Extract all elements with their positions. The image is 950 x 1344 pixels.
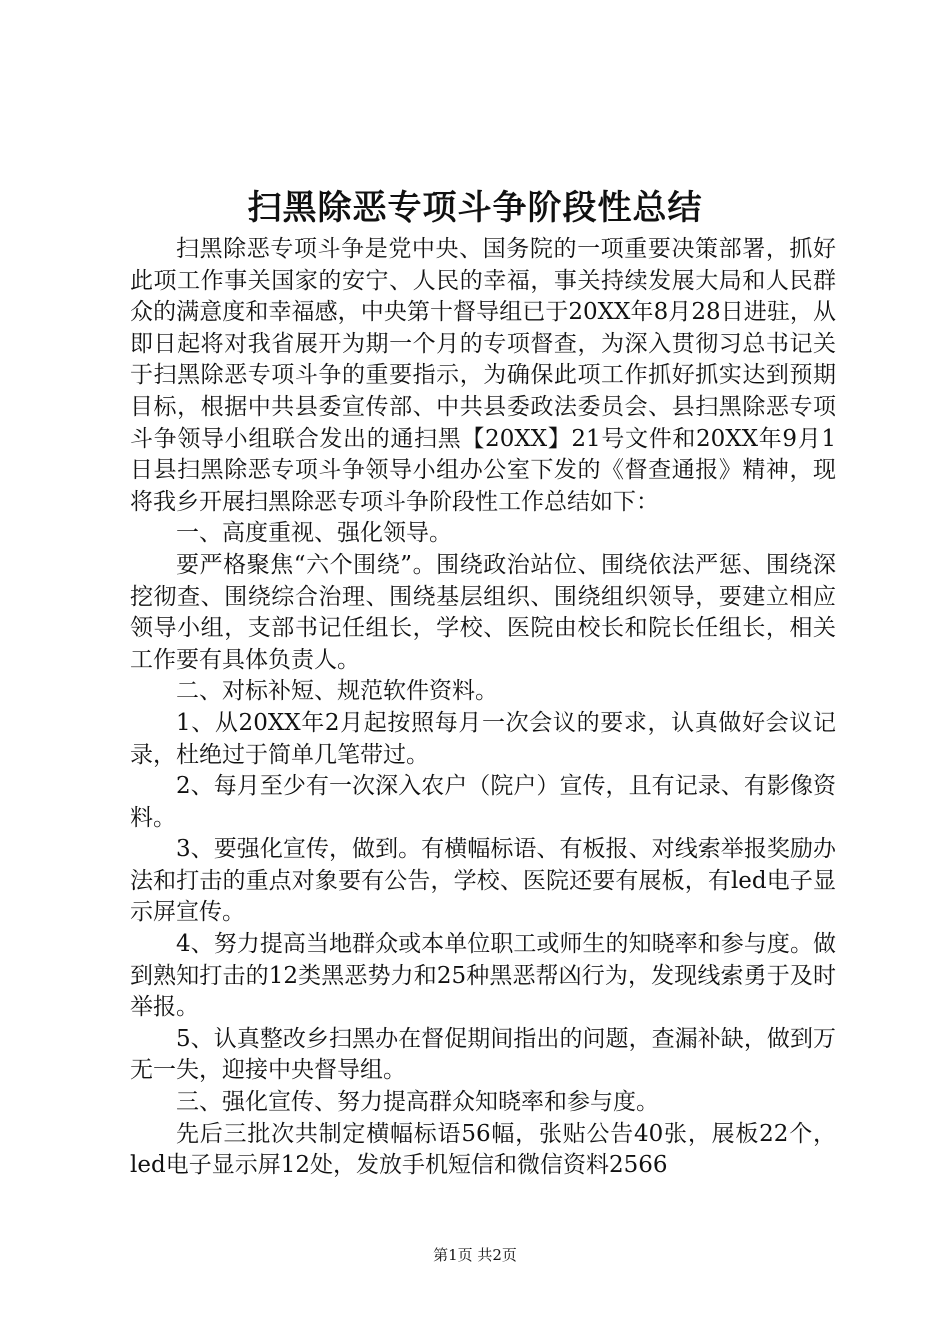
section-heading-2: 二、对标补短、规范软件资料。 [176,678,498,705]
list-item-1: 1、从20XX年2月起按照每月一次会议的要求，认真做好会议记录，杜绝过于简单几笔带过。 [130,709,836,768]
list-item-2: 2、每月至少有一次深入农户（院户）宣传，且有记录、有影像资料。 [130,773,836,831]
section-heading-1: 一、高度重视、强化领导。 [176,520,452,547]
paragraph-intro: 扫黑除恶专项斗争是党中央、国务院的一项重要决策部署，抓好此项工作事关国家的安宁、人民的幸福，事关持续发展大局和人民群众的满意度和幸福感，中央第十督导组已于20XX年8月28日进驻，从即日起将对我省展开为期一个月的专项督查，为深入贯彻习总书记关于扫黑除恶专项斗争的重要指示，为确保此项工作抓好抓实达到预期目标，根据中共县委宣传部、中共县委政法委员会、县扫黑除恶专项斗争领导小组联合发出的通扫黑【20XX】21号文件和20XX年9月1日县扫黑除恶专项斗争领导小组办公室下发的《督查通报》精神，现将我乡开展扫黑除恶专项斗争阶段性工作总结如下： [130,236,836,515]
page-number: 第1页 共2页 [433,1246,517,1264]
document-body [130,234,836,1182]
paragraph-publicity: 先后三批次共制定横幅标语56幅，张贴公告40张，展板22个，led电子显示屏12处，发放手机短信和微信资料2566 [130,1120,836,1179]
list-item-4: 4、努力提高当地群众或本单位职工或师生的知晓率和参与度。做到熟知打击的12类黑恶势力和25种黑恶帮凶行为，发现线索勇于及时举报。 [130,931,836,1021]
list-item-3: 3、要强化宣传，做到。有横幅标语、有板报、对线索举报奖励办法和打击的重点对象要有公告，学校、医院还要有展板，有led电子显示屏宣传。 [130,836,836,926]
section-heading-3: 三、强化宣传、努力提高群众知晓率和参与度。 [176,1089,659,1116]
paragraph-six-focus: 要严格聚焦“六个围绕”。围绕政治站位、围绕依法严惩、围绕深挖彻查、围绕综合治理、围绕基层组织、围绕组织领导，要建立相应领导小组，支部书记任组长，学校、医院由校长和院长任组长，相关工作要有具体负责人。 [130,551,836,673]
document-title: 扫黑除恶专项斗争阶段性总结 [247,188,703,228]
list-item-5: 5、认真整改乡扫黑办在督促期间指出的问题，查漏补缺，做到万无一失，迎接中央督导组。 [130,1025,836,1084]
